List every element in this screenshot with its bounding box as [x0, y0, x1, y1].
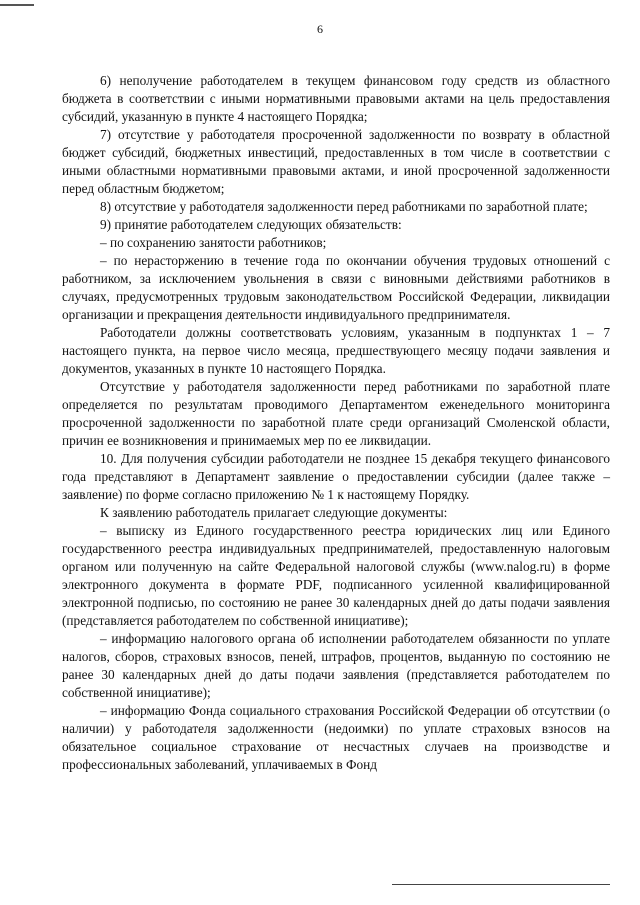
- document-item-fss: – информацию Фонда социального страхования Российской Федерации об отсутствии (о наличии) у работодателя задолженности (недоимки) по уплате страховых взносов на обязательное социальное страхование от несчастных случаев на производстве и профессиональных заболеваний, уплачиваемых в Фонд: [62, 703, 610, 772]
- paragraph-item-6: 6) неполучение работодателем в текущем финансовом году средств из областного бюджета в соответствии с иными нормативными правовыми актами на цель предоставления субсидий, указанную в пункте 4 настоящего Порядка;: [62, 73, 610, 124]
- conditions-paragraph: Работодатели должны соответствовать условиям, указанным в подпунктах 1 – 7 настоящего пункта, на первое число месяца, предшествующего месяцу подачи заявления и документов, указанных в пункте 10 настоящего Порядка.: [62, 325, 610, 376]
- document-item-tax: – информацию налогового органа об исполнении работодателем обязанности по уплате налогов, сборов, страховых взносов, пеней, штрафов, процентов, выданную по состоянию не ранее 30 календарных дней до даты подачи заявления (представляется работодателем по собственной инициативе);: [62, 631, 610, 700]
- obligation-no-termination: – по нерасторжению в течение года по окончании обучения трудовых отношений с работником, за исключением увольнения в связи с виновными действиями работников в случаях, предусмотренных трудовым законодательством Российской Федерации, ликвидации организации и прекращения деятельности индивидуального предпринимателя.: [62, 253, 610, 322]
- obligation-employment: – по сохранению занятости работников;: [100, 235, 327, 250]
- paragraph-item-9: 9) принятие работодателем следующих обязательств:: [100, 217, 402, 232]
- scan-bottom-line: [392, 884, 610, 885]
- documents-intro: К заявлению работодатель прилагает следующие документы:: [100, 505, 448, 520]
- wage-debt-paragraph: Отсутствие у работодателя задолженности перед работниками по заработной плате определяется по результатам проводимого Департаментом еженедельного мониторинга просроченной задолженности по заработной плате среди организаций Смоленской области, причин ее возникновения и принимаемых мер по ее ликвидации.: [62, 379, 610, 448]
- page-number: 6: [317, 22, 323, 36]
- paragraph-item-10: 10. Для получения субсидии работодатели не позднее 15 декабря текущего финансового года представляют в Департамент заявление о предоставлении субсидии (далее также – заявление) по форме согласно приложению № 1 к настоящему Порядку.: [62, 451, 610, 502]
- paragraph-item-8: 8) отсутствие у работодателя задолженности перед работниками по заработной плате;: [100, 199, 588, 214]
- paragraph-item-7: 7) отсутствие у работодателя просроченной задолженности по возврату в областной бюджет субсидий, бюджетных инвестиций, предоставленных в том числе в соответствии с иными областными нормативными правовыми актами, и иной просроченной задолженности перед областным бюджетом;: [62, 127, 610, 196]
- document-body: [62, 72, 610, 774]
- scan-edge-mark: [0, 4, 34, 6]
- document-item-egrul: – выписку из Единого государственного реестра юридических лиц или Единого государственного реестра индивидуальных предпринимателей, предоставленную налоговым органом или полученную на сайте Федеральной налоговой службы (www.nalog.ru) в форме электронного документа в формате PDF, подписанного усиленной квалифицированной электронной подписью, по состоянию не ранее 30 календарных дней до даты подачи заявления (представляется работодателем по собственной инициативе);: [62, 523, 610, 628]
